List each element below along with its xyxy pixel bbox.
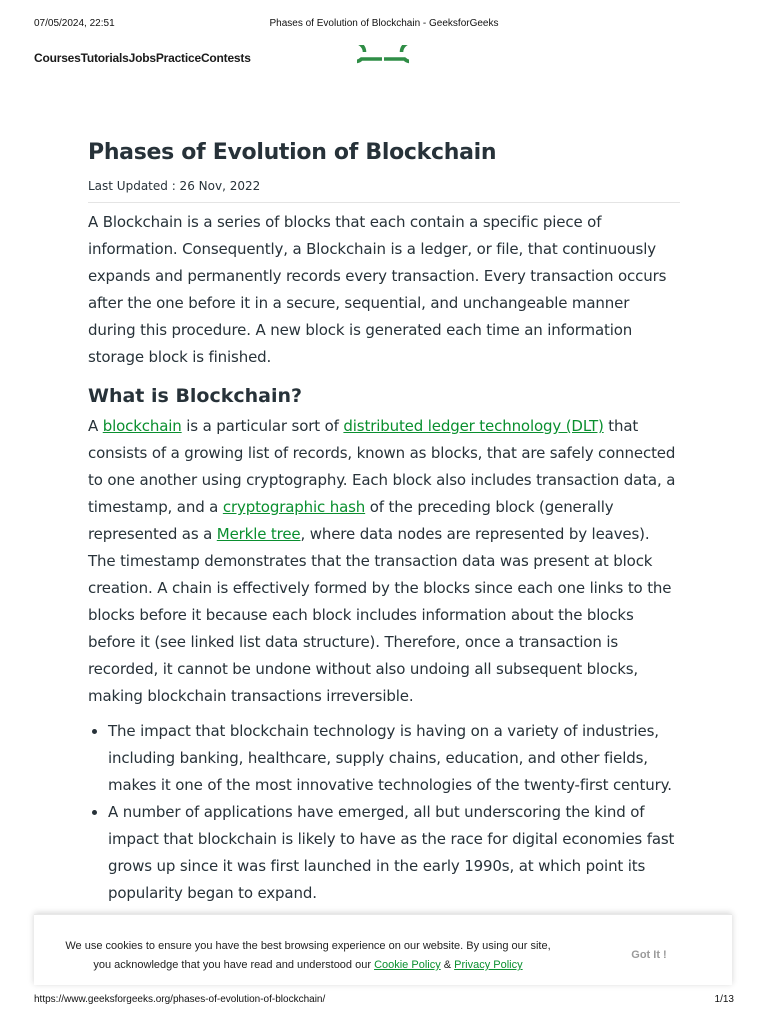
text-segment: A <box>88 417 103 435</box>
nav-item-practice[interactable]: Practice <box>155 51 201 65</box>
nav-item-contests[interactable]: Contests <box>200 51 251 65</box>
cookie-text: We use cookies to ensure you have the best browsing experience on our website. By using our site, you acknowledge that you have read and understood our <box>65 940 551 971</box>
text-segment: of the preceding block (generally represented as a <box>88 498 614 543</box>
top-nav <box>34 51 251 65</box>
print-page-title: Phases of Evolution of Blockchain - GeeksforGeeks <box>269 18 499 29</box>
gfg-logo-icon[interactable] <box>357 45 409 73</box>
print-datetime: 07/05/2024, 22:51 <box>34 18 115 29</box>
link-merkle-tree[interactable]: Merkle tree <box>216 525 301 543</box>
link-cryptographic-hash[interactable]: cryptographic hash <box>222 498 366 516</box>
last-updated: Last Updated : 26 Nov, 2022 <box>88 179 261 193</box>
privacy-policy-link[interactable]: Privacy Policy <box>454 959 523 971</box>
text-segment: that consists of a growing list of records, known as blocks, that are safely connected to one another using cryptography. Each block also includes transaction data, a timestamp, and a <box>88 417 676 516</box>
got-it-button[interactable]: Got It ! <box>631 949 667 961</box>
section-heading: What is Blockchain? <box>88 385 303 407</box>
impact-bullet-list <box>88 718 680 907</box>
article-title: Phases of Evolution of Blockchain <box>88 140 497 165</box>
link-dlt[interactable]: distributed ledger technology (DLT) <box>343 417 604 435</box>
article <box>88 138 680 907</box>
title-divider <box>88 202 680 203</box>
blockchain-definition-paragraph <box>88 413 680 710</box>
text-segment: , where data nodes are represented by leaves). The timestamp demonstrates that the transaction data was present at block creation. A chain is effectively formed by the blocks since each one links to the blocks before it because each block includes information about the blocks before it (see linked list data structure). Therefore, once a transaction is recorded, it cannot be undone without also undoing all subsequent blocks, making blockchain transactions irreversible. <box>88 525 672 705</box>
page-number: 1/13 <box>714 994 734 1005</box>
text-segment: is a particular sort of <box>181 417 344 435</box>
print-url: https://www.geeksforgeeks.org/phases-of-evolution-of-blockchain/ <box>34 994 326 1005</box>
cookie-message <box>58 937 558 975</box>
list-item: • The impact that blockchain technology is having on a variety of industries, including banking, healthcare, supply chains, education, and other fields, makes it one of the most innovative technologies of the twenty-first century. <box>108 718 680 799</box>
nav-item-courses[interactable]: Courses <box>34 51 81 65</box>
cookie-policy-link[interactable]: Cookie Policy <box>374 959 441 971</box>
nav-item-tutorials[interactable]: Tutorials <box>80 51 129 65</box>
link-blockchain[interactable]: blockchain <box>102 417 182 435</box>
cookie-amp: & <box>440 959 455 971</box>
nav-item-jobs[interactable]: Jobs <box>128 51 156 65</box>
print-footer <box>34 994 734 1008</box>
intro-paragraph: A Blockchain is a series of blocks that each contain a specific piece of information. Consequently, a Blockchain is a ledger, or file, that continuously expands and permanently records every transaction. Every transaction occurs after the one before it in a secure, sequential, and unchangeable manner during this procedure. A new block is generated each time an information storage block is finished. <box>88 213 667 366</box>
cookie-banner <box>34 914 732 985</box>
list-item: • A number of applications have emerged, all but underscoring the kind of impact that blockchain is likely to have as the race for digital economies fast grows up since it was first launched in the early 1990s, at which point its popularity began to expand. <box>108 799 680 907</box>
